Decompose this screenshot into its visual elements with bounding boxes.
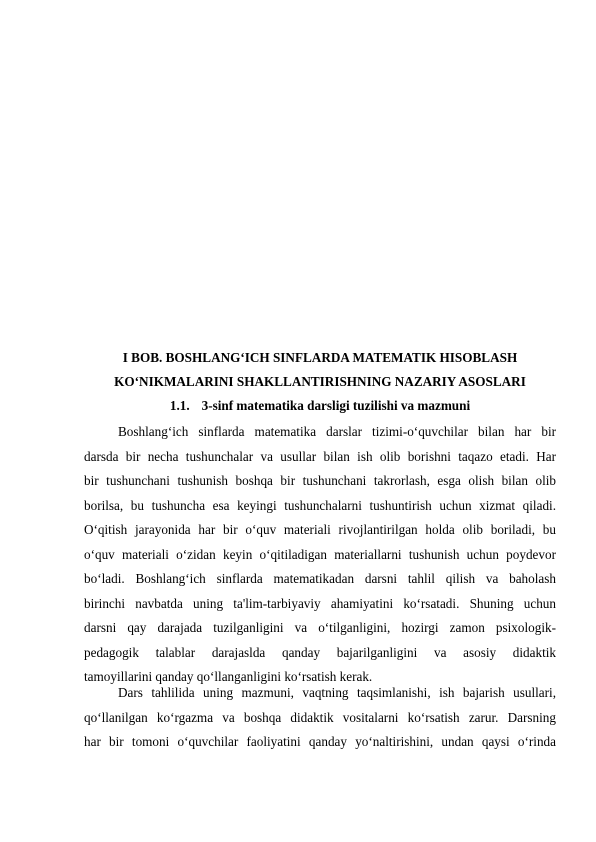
- paragraph-line: bo‘ladi. Boshlang‘ich sinflarda matematikadan darsni tahlil qilish va baholash: [84, 571, 556, 586]
- paragraph-line: tamoyillarini qanday qo‘llanganligini ko‘rsatish kerak.: [84, 669, 373, 684]
- chapter-title-line-1: I BOB. BOSHLANG‘ICH SINFLARDA MATEMATIK HISOBLASH: [122, 350, 518, 365]
- paragraph-line: Dars tahlilida uning mazmuni, vaqtning taqsimlanishi, ish bajarish usullari,: [118, 685, 556, 700]
- paragraph-line: borilsa, bu tushuncha esa keyingi tushunchalarni tushuntirish uchun xizmat qiladi.: [84, 497, 556, 513]
- paragraph-line: darsda bir necha tushunchalar va usullar bilan ish olib borishni taqazo etadi. Har: [84, 448, 556, 464]
- section-number: 1.1.: [169, 398, 190, 413]
- chapter-title-line-2: KO‘NIKMALARINI SHAKLLANTIRISHNING NAZARIY ASOSLARI: [114, 374, 526, 389]
- paragraph-line: bir tushunchani tushunish boshqa bir tushunchani takrorlash, esga olish bilan olib: [84, 473, 556, 488]
- paragraph-line: O‘qitish jarayonida har bir o‘quv materiali rivojlantirilgan holda olib boriladi, bu: [84, 522, 556, 537]
- paragraph-line: birinchi navbatda uning ta'lim-tarbiyaviy ahamiyatini ko‘rsatadi. Shuning uchun: [84, 595, 556, 611]
- paragraph-2: [84, 681, 556, 755]
- paragraph-line: darsni qay darajada tuzilganligini va o‘tilganligini, hozirgi zamon psixologik-: [84, 620, 556, 635]
- paragraph-line: o‘quv materiali o‘zidan keyin o‘qitiladigan materiallarni tushunish uchun poydevor: [84, 546, 556, 562]
- section-title: 3-sinf matematika darsligi tuzilishi va mazmuni: [201, 398, 471, 413]
- paragraph-1: [84, 420, 556, 690]
- section-heading: [84, 394, 556, 418]
- paragraph-line: pedagogik talablar darajaslda qanday bajarilganligini va asosiy didaktik: [84, 644, 556, 660]
- paragraph-line: Boshlang‘ich sinflarda matematika darslar tizimi-o‘quvchilar bilan har bir: [118, 424, 556, 439]
- paragraph-line: har bir tomoni o‘quvchilar faoliyatini qanday yo‘naltirishini, undan qaysi o‘rinda: [84, 734, 556, 749]
- paragraph-line: qo‘llanilgan ko‘rgazma va boshqa didaktik vositalarni ko‘rsatish zarur. Darsning: [84, 709, 556, 725]
